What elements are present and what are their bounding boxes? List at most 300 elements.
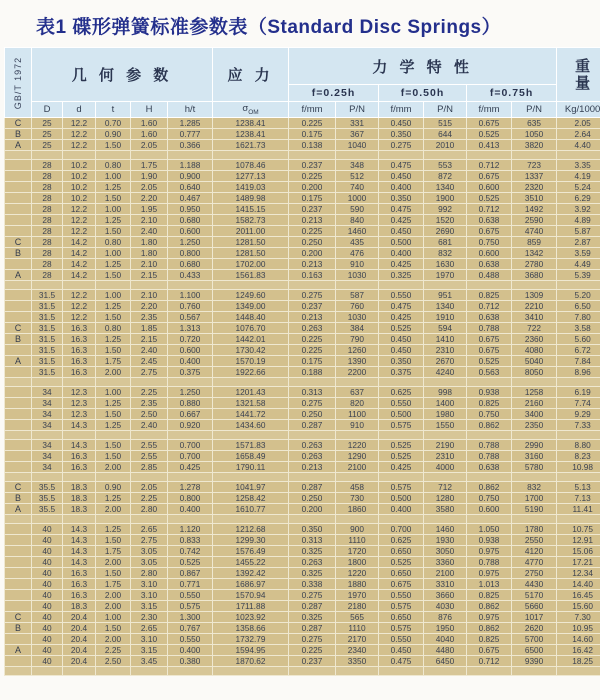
separator-row (5, 151, 600, 160)
value-cell: 0.800 (168, 493, 213, 504)
series-label-cell (5, 656, 32, 667)
value-cell: 16.45 (557, 590, 600, 601)
value-cell: 40 (32, 601, 63, 612)
value-cell: 512 (336, 171, 379, 182)
value-cell: 8050 (512, 367, 557, 378)
value-cell: 1460 (336, 226, 379, 237)
table-row (5, 301, 600, 312)
value-cell: 0.500 (379, 409, 424, 420)
separator-cell (379, 281, 424, 290)
value-cell: 5700 (512, 634, 557, 645)
value-cell: 2.50 (131, 409, 168, 420)
value-cell: 3160 (512, 451, 557, 462)
table-row (5, 118, 600, 129)
value-cell: 681 (424, 237, 467, 248)
value-cell: 12.2 (63, 118, 96, 129)
series-label-cell (5, 601, 32, 612)
value-cell: 0.525 (467, 193, 512, 204)
separator-cell (424, 667, 467, 676)
separator-cell (336, 431, 379, 440)
header-weight-bottom: 量 (575, 74, 591, 92)
value-cell: 1342 (512, 248, 557, 259)
value-cell: 0.225 (289, 118, 336, 129)
value-cell: 2.80 (131, 568, 168, 579)
separator-cell (32, 151, 63, 160)
col-sigma: $\sigma_{OM}$ (213, 102, 289, 118)
value-cell: 34 (32, 451, 63, 462)
separator-cell (5, 431, 32, 440)
separator-cell (557, 431, 600, 440)
value-cell: 1280 (424, 493, 467, 504)
value-cell: 1110 (336, 623, 379, 634)
value-cell: 1258 (512, 387, 557, 398)
value-cell: 0.275 (379, 140, 424, 151)
value-cell: 0.975 (467, 612, 512, 623)
separator-row (5, 515, 600, 524)
value-cell: 10.75 (557, 524, 600, 535)
value-cell: 0.938 (467, 387, 512, 398)
table-row (5, 193, 600, 204)
value-cell: 2.00 (96, 367, 131, 378)
separator-cell (213, 151, 289, 160)
value-cell: 1.013 (467, 579, 512, 590)
separator-cell (512, 431, 557, 440)
value-cell: 1260 (336, 345, 379, 356)
value-cell: 0.237 (289, 301, 336, 312)
value-cell: 1281.50 (213, 248, 289, 259)
value-cell: 7.33 (557, 420, 600, 431)
header-weight (557, 48, 600, 102)
value-cell: 1880 (336, 579, 379, 590)
value-cell: 998 (424, 387, 467, 398)
value-cell: 1.50 (96, 623, 131, 634)
value-cell: 2310 (424, 345, 467, 356)
value-cell: 18.3 (63, 482, 96, 493)
value-cell: 3.10 (131, 634, 168, 645)
value-cell: 1434.60 (213, 420, 289, 431)
value-cell: 515 (424, 118, 467, 129)
value-cell: 14.3 (63, 535, 96, 546)
value-cell: 40 (32, 612, 63, 623)
value-cell: 1489.98 (213, 193, 289, 204)
value-cell: 1.00 (96, 290, 131, 301)
value-cell: 0.287 (289, 482, 336, 493)
separator-cell (32, 281, 63, 290)
value-cell: 3.05 (131, 557, 168, 568)
value-cell: 0.80 (96, 323, 131, 334)
value-cell: 2550 (512, 535, 557, 546)
value-cell: 1441.72 (213, 409, 289, 420)
value-cell: 1.300 (168, 612, 213, 623)
value-cell: 1970 (424, 270, 467, 281)
value-cell: 1309 (512, 290, 557, 301)
col-h-over-t: h/t (168, 102, 213, 118)
value-cell: 2.10 (131, 259, 168, 270)
value-cell: 1358.66 (213, 623, 289, 634)
value-cell: 384 (336, 323, 379, 334)
table-row (5, 482, 600, 493)
value-cell: 1277.13 (213, 171, 289, 182)
value-cell: 12.2 (63, 226, 96, 237)
value-cell: 0.375 (168, 367, 213, 378)
value-cell: 2200 (336, 367, 379, 378)
value-cell: 14.40 (557, 579, 600, 590)
value-cell: 31.5 (32, 301, 63, 312)
value-cell: 0.862 (467, 601, 512, 612)
value-cell: 34 (32, 398, 63, 409)
value-cell: 2.25 (131, 387, 168, 398)
value-cell: 2.55 (131, 451, 168, 462)
separator-cell (213, 378, 289, 387)
separator-cell (467, 431, 512, 440)
value-cell: 6450 (424, 656, 467, 667)
value-cell: 0.425 (379, 215, 424, 226)
value-cell: 0.325 (379, 270, 424, 281)
separator-cell (424, 378, 467, 387)
value-cell: 31.5 (32, 345, 63, 356)
value-cell: 2.50 (96, 656, 131, 667)
value-cell: 0.675 (467, 118, 512, 129)
value-cell: 1100 (336, 409, 379, 420)
value-cell: 1594.95 (213, 645, 289, 656)
value-cell: 1.50 (96, 568, 131, 579)
value-cell: 0.325 (289, 612, 336, 623)
value-cell: 3.15 (131, 645, 168, 656)
value-cell: 2.64 (557, 129, 600, 140)
page-title: 表1 碟形弹簧标准参数表（Standard Disc Springs） (36, 17, 502, 38)
value-cell: 1220 (336, 440, 379, 451)
value-cell: 1702.00 (213, 259, 289, 270)
series-label-cell: B (5, 493, 32, 504)
value-cell: 11.41 (557, 504, 600, 515)
value-cell: 0.700 (379, 524, 424, 535)
separator-cell (63, 151, 96, 160)
separator-cell (467, 151, 512, 160)
value-cell: 0.880 (168, 398, 213, 409)
col-P-050: P/N (424, 102, 467, 118)
value-cell: 0.862 (467, 420, 512, 431)
value-cell: 1.278 (168, 482, 213, 493)
value-cell: 16.3 (63, 323, 96, 334)
col-f-025: f/mm (289, 102, 336, 118)
series-label-cell: A (5, 356, 32, 367)
value-cell: 16.3 (63, 462, 96, 473)
value-cell: 28 (32, 248, 63, 259)
value-cell: 2590 (512, 215, 557, 226)
value-cell: 5.60 (557, 334, 600, 345)
value-cell: 0.675 (467, 645, 512, 656)
value-cell: 0.975 (467, 546, 512, 557)
series-label-cell: C (5, 612, 32, 623)
value-cell: 1050 (512, 129, 557, 140)
value-cell: 0.675 (467, 226, 512, 237)
value-cell: 1686.97 (213, 579, 289, 590)
separator-cell (213, 281, 289, 290)
value-cell: 3.35 (557, 160, 600, 171)
value-cell: 1.25 (96, 398, 131, 409)
separator-cell (467, 473, 512, 482)
series-label-cell: C (5, 118, 32, 129)
value-cell: 0.287 (289, 601, 336, 612)
value-cell: 0.825 (467, 290, 512, 301)
separator-cell (289, 515, 336, 524)
value-cell: 4430 (512, 579, 557, 590)
value-cell: 2170 (336, 634, 379, 645)
value-cell: 0.450 (379, 645, 424, 656)
value-cell: 4740 (512, 226, 557, 237)
value-cell: 1.313 (168, 323, 213, 334)
value-cell: 17.21 (557, 557, 600, 568)
table-row (5, 590, 600, 601)
value-cell: 40 (32, 656, 63, 667)
value-cell: 0.680 (168, 259, 213, 270)
table-row (5, 226, 600, 237)
header-deflection-025: f=0.25h (289, 85, 379, 102)
separator-row (5, 378, 600, 387)
value-cell: 40 (32, 623, 63, 634)
separator-cell (336, 281, 379, 290)
value-cell: 0.742 (168, 546, 213, 557)
value-cell: 1220 (336, 568, 379, 579)
value-cell: 0.225 (289, 345, 336, 356)
value-cell: 1870.62 (213, 656, 289, 667)
value-cell: 0.712 (467, 301, 512, 312)
value-cell: 0.275 (289, 634, 336, 645)
value-cell: 0.862 (467, 482, 512, 493)
value-cell: 14.2 (63, 248, 96, 259)
value-cell: 2180 (336, 601, 379, 612)
series-label-cell (5, 312, 32, 323)
value-cell: 0.263 (289, 440, 336, 451)
value-cell: 1258.42 (213, 493, 289, 504)
value-cell: 0.375 (379, 367, 424, 378)
table-row (5, 345, 600, 356)
value-cell: 0.600 (168, 226, 213, 237)
value-cell: 1.50 (96, 409, 131, 420)
value-cell: 18.3 (63, 601, 96, 612)
value-cell: 2780 (512, 259, 557, 270)
value-cell: 34 (32, 420, 63, 431)
value-cell: 712 (424, 482, 467, 493)
separator-cell (379, 473, 424, 482)
value-cell: 1910 (424, 312, 467, 323)
value-cell: 0.287 (289, 623, 336, 634)
value-cell: 25 (32, 140, 63, 151)
value-cell: 28 (32, 193, 63, 204)
value-cell: 15.06 (557, 546, 600, 557)
table-row (5, 420, 600, 431)
value-cell: 1.75 (96, 579, 131, 590)
value-cell: 40 (32, 568, 63, 579)
series-label-cell (5, 160, 32, 171)
separator-cell (168, 473, 213, 482)
separator-row (5, 667, 600, 676)
value-cell: 2.00 (96, 504, 131, 515)
value-cell: 587 (336, 290, 379, 301)
value-cell: 28 (32, 226, 63, 237)
value-cell: 0.475 (379, 160, 424, 171)
value-cell: 4120 (512, 546, 557, 557)
value-cell: 2.75 (131, 367, 168, 378)
value-cell: 0.638 (467, 312, 512, 323)
value-cell: 7.13 (557, 493, 600, 504)
value-cell: 12.3 (63, 387, 96, 398)
value-cell: 1201.43 (213, 387, 289, 398)
value-cell: 0.938 (467, 535, 512, 546)
value-cell: 1400 (424, 398, 467, 409)
value-cell: 0.350 (379, 129, 424, 140)
value-cell: 1.25 (96, 259, 131, 270)
value-cell: 0.400 (168, 504, 213, 515)
value-cell: 0.600 (467, 182, 512, 193)
separator-cell (213, 473, 289, 482)
value-cell: 2.05 (131, 140, 168, 151)
value-cell: 1.50 (96, 193, 131, 204)
value-cell: 1.00 (96, 171, 131, 182)
value-cell: 0.138 (289, 140, 336, 151)
separator-cell (557, 281, 600, 290)
value-cell: 3.58 (557, 323, 600, 334)
table-row (5, 270, 600, 281)
value-cell: 0.800 (168, 248, 213, 259)
value-cell: 4.40 (557, 140, 600, 151)
value-cell: 40 (32, 535, 63, 546)
value-cell: 31.5 (32, 356, 63, 367)
value-cell: 0.350 (379, 193, 424, 204)
value-cell: 20.4 (63, 656, 96, 667)
value-cell: 2.15 (131, 270, 168, 281)
value-cell: 2.55 (131, 440, 168, 451)
col-D: D (32, 102, 63, 118)
separator-cell (131, 667, 168, 676)
table-row (5, 140, 600, 151)
value-cell: 1576.49 (213, 546, 289, 557)
value-cell: 832 (424, 248, 467, 259)
value-cell: 760 (336, 301, 379, 312)
value-cell: 3.45 (131, 656, 168, 667)
series-label-cell (5, 387, 32, 398)
value-cell: 1.285 (168, 118, 213, 129)
value-cell: 2.87 (557, 237, 600, 248)
value-cell: 0.163 (289, 270, 336, 281)
value-cell: 0.175 (289, 193, 336, 204)
value-cell: 0.263 (289, 557, 336, 568)
value-cell: 0.650 (379, 546, 424, 557)
series-label-cell (5, 535, 32, 546)
series-label-cell (5, 420, 32, 431)
value-cell: 1.75 (96, 356, 131, 367)
value-cell: 1.25 (96, 420, 131, 431)
value-cell: 876 (424, 612, 467, 623)
value-cell: 2750 (512, 568, 557, 579)
table-row (5, 356, 600, 367)
value-cell: 1460 (424, 524, 467, 535)
value-cell: 2.00 (96, 634, 131, 645)
series-label-cell (5, 204, 32, 215)
value-cell: 1419.03 (213, 182, 289, 193)
separator-cell (424, 281, 467, 290)
col-f-050: f/mm (379, 102, 424, 118)
value-cell: 0.650 (379, 612, 424, 623)
value-cell: 2.00 (96, 462, 131, 473)
value-cell: 1900 (424, 193, 467, 204)
separator-cell (336, 151, 379, 160)
value-cell: 0.712 (467, 160, 512, 171)
series-label-cell (5, 398, 32, 409)
series-label-cell: C (5, 323, 32, 334)
value-cell: 35.5 (32, 482, 63, 493)
value-cell: 4240 (424, 367, 467, 378)
value-cell: 15.60 (557, 601, 600, 612)
value-cell: 0.488 (467, 270, 512, 281)
separator-cell (424, 431, 467, 440)
value-cell: 1.120 (168, 524, 213, 535)
value-cell: 0.575 (379, 601, 424, 612)
value-cell: 34 (32, 440, 63, 451)
value-cell: 0.500 (379, 237, 424, 248)
value-cell: 0.777 (168, 129, 213, 140)
table-row (5, 462, 600, 473)
value-cell: 1.00 (96, 248, 131, 259)
value-cell: 0.450 (379, 334, 424, 345)
value-cell: 0.788 (467, 440, 512, 451)
value-cell: 10.2 (63, 160, 96, 171)
separator-cell (379, 431, 424, 440)
value-cell: 1340 (424, 182, 467, 193)
value-cell: 12.2 (63, 312, 96, 323)
value-cell: 0.788 (467, 451, 512, 462)
value-cell: 0.213 (289, 215, 336, 226)
separator-cell (512, 151, 557, 160)
value-cell: 2160 (512, 398, 557, 409)
value-cell: 1.95 (131, 204, 168, 215)
value-cell: 40 (32, 524, 63, 535)
separator-cell (32, 431, 63, 440)
value-cell: 2100 (424, 568, 467, 579)
value-cell: 0.788 (467, 557, 512, 568)
series-label-cell: A (5, 504, 32, 515)
value-cell: 40 (32, 579, 63, 590)
separator-cell (32, 515, 63, 524)
value-cell: 1337 (512, 171, 557, 182)
value-cell: 2.10 (131, 290, 168, 301)
separator-cell (168, 281, 213, 290)
value-cell: 2.20 (131, 301, 168, 312)
value-cell: 20.4 (63, 645, 96, 656)
value-cell: 1.00 (96, 387, 131, 398)
value-cell: 1390 (336, 356, 379, 367)
value-cell: 1321.58 (213, 398, 289, 409)
value-cell: 1621.73 (213, 140, 289, 151)
value-cell: 0.275 (289, 290, 336, 301)
value-cell: 3660 (424, 590, 467, 601)
value-cell: 4480 (424, 645, 467, 656)
table-row (5, 524, 600, 535)
value-cell: 0.600 (168, 345, 213, 356)
value-cell: 6500 (512, 645, 557, 656)
value-cell: 3360 (424, 557, 467, 568)
value-cell: 0.450 (379, 118, 424, 129)
value-cell: 1790.11 (213, 462, 289, 473)
value-cell: 1.25 (96, 524, 131, 535)
value-cell: 4.19 (557, 171, 600, 182)
value-cell: 0.712 (467, 656, 512, 667)
value-cell: 0.760 (168, 301, 213, 312)
value-cell: 1571.83 (213, 440, 289, 451)
value-cell: 18.25 (557, 656, 600, 667)
value-cell: 0.237 (289, 160, 336, 171)
value-cell: 8.23 (557, 451, 600, 462)
